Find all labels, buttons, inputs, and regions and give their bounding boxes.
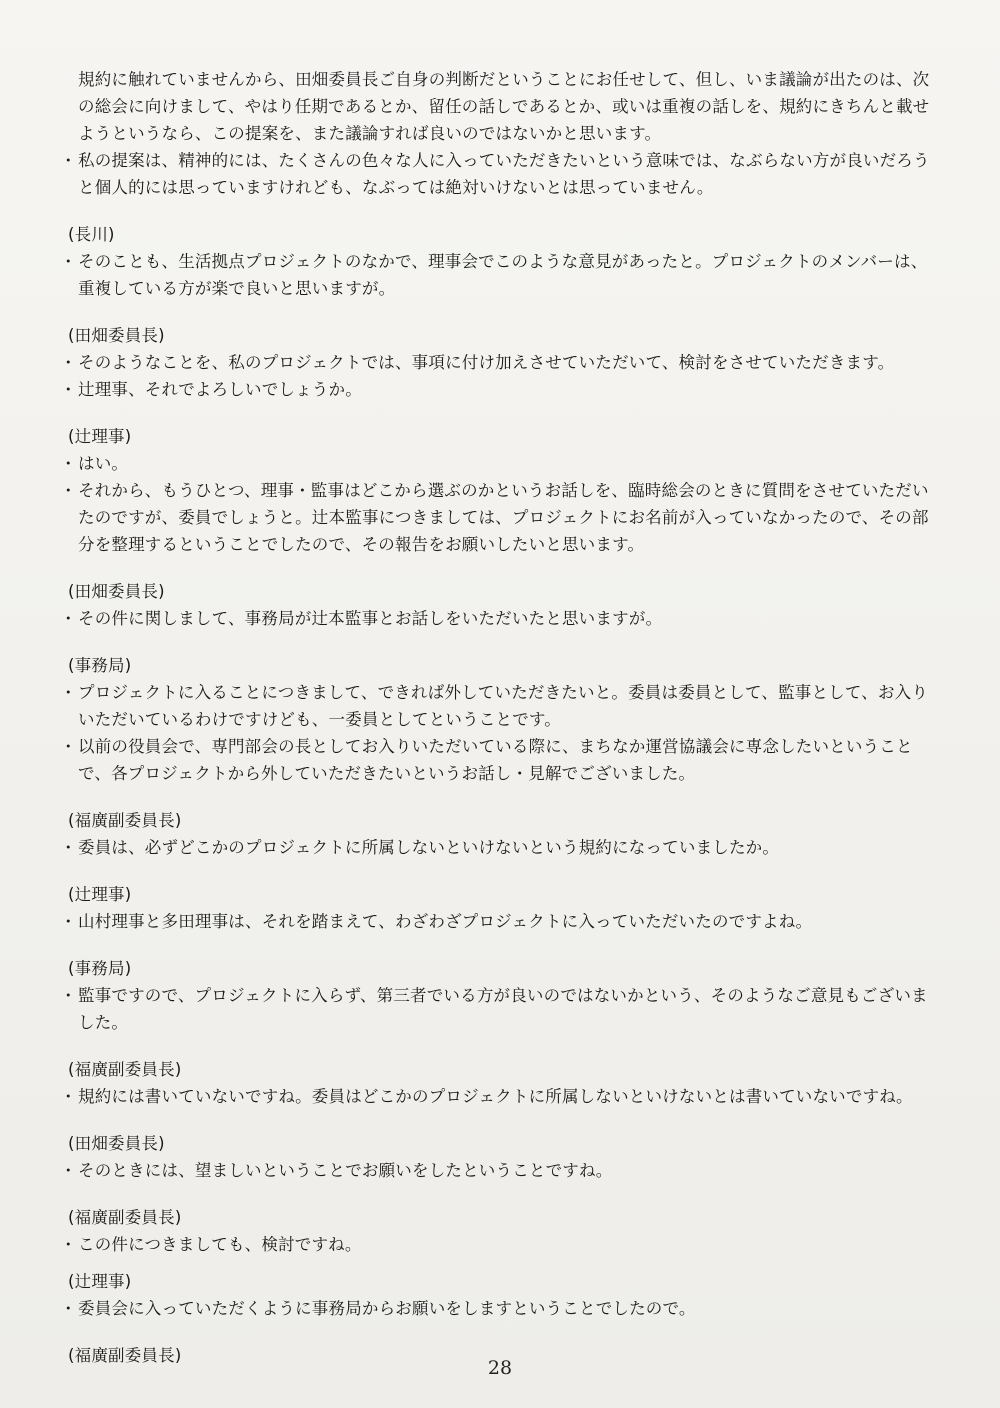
speaker-label: (田畑委員長) (68, 326, 165, 345)
remark-item: ・ はい。 (60, 450, 930, 477)
remark-block (60, 1204, 930, 1258)
remark-item: ・ 辻理事、それでよろしいでしょうか。 (60, 376, 930, 403)
remark-block (60, 955, 930, 1036)
remark-block (60, 221, 930, 302)
speaker-label: (田畑委員長) (68, 582, 165, 601)
remark-block (60, 881, 930, 935)
speaker-label: (福廣副委員長) (68, 1060, 182, 1079)
minutes-body (60, 66, 930, 1369)
remark-item: ・ 私の提案は、精神的には、たくさんの色々な人に入っていただきたいという意味では、なぶらない方が良いだろうと個人的には思っていますけれども、なぶっては絶対いけないとは思っていません。 (60, 147, 930, 201)
speaker-label: (福廣副委員長) (68, 1208, 182, 1227)
speaker-label: (事務局) (68, 959, 132, 978)
remark-item: ・ 委員会に入っていただくように事務局からお願いをしますということでしたので。 (60, 1295, 930, 1322)
speaker-label: (田畑委員長) (68, 1134, 165, 1153)
remark-item: ・ 監事ですので、プロジェクトに入らず、第三者でいる方が良いのではないかという、そのようなご意見もございました。 (60, 982, 930, 1036)
remark-block (60, 1268, 930, 1322)
remark-block (60, 652, 930, 787)
speaker-label: (福廣副委員長) (68, 811, 182, 830)
speaker-label: (辻理事) (68, 885, 132, 904)
remark-block (60, 322, 930, 403)
continuation-paragraph: 規約に触れていませんから、田畑委員長ご自身の判断だということにお任せして、但し、いま議論が出たのは、次の総会に向けまして、やはり任期であるとか、留任の話しであるとか、或いは重複の話しを、規約にきちんと載せようというなら、この提案を、また議論すれば良いのではないかと思います。 (78, 70, 930, 143)
remark-block (60, 807, 930, 861)
remark-block (60, 147, 930, 201)
speaker-label: (辻理事) (68, 1272, 132, 1291)
remark-item: ・ そのようなことを、私のプロジェクトでは、事項に付け加えさせていただいて、検討をさせていただきます。 (60, 349, 930, 376)
remark-block (60, 1056, 930, 1110)
speaker-label: (福廣副委員長) (68, 1346, 182, 1365)
remark-item: ・ この件につきましても、検討ですね。 (60, 1231, 930, 1258)
remark-item: ・ そのときには、望ましいということでお願いをしたということですね。 (60, 1157, 930, 1184)
remark-item: ・ そのことも、生活拠点プロジェクトのなかで、理事会でこのような意見があったと。プロジェクトのメンバーは、重複している方が楽で良いと思いますが。 (60, 248, 930, 302)
speaker-label: (長川) (68, 225, 115, 244)
remark-block (60, 423, 930, 558)
remark-item: ・ 山村理事と多田理事は、それを踏まえて、わざわざプロジェクトに入っていただいたのですよね。 (60, 908, 930, 935)
remark-item: ・ 委員は、必ずどこかのプロジェクトに所属しないといけないという規約になっていましたか。 (60, 834, 930, 861)
remark-item: ・ それから、もうひとつ、理事・監事はどこから選ぶのかというお話しを、臨時総会のときに質問をさせていただいたのですが、委員でしょうと。辻本監事につきましては、プロジェクトにお名前が入っていなかったので、その部分を整理するということでしたので、その報告をお願いしたいと思います。 (60, 477, 930, 558)
remark-block (60, 578, 930, 632)
speaker-label: (事務局) (68, 656, 132, 675)
remark-item: ・ プロジェクトに入ることにつきまして、できれば外していただきたいと。委員は委員として、監事として、お入りいただいているわけですけども、一委員としてということです。 (60, 679, 930, 733)
remark-item: ・ 以前の役員会で、専門部会の長としてお入りいただいている際に、まちなか運営協議会に専念したいということで、各プロジェクトから外していただきたいというお話し・見解でございました。 (60, 733, 930, 787)
page-number: 28 (487, 1357, 513, 1379)
speaker-label: (辻理事) (68, 427, 132, 446)
remark-item: ・ その件に関しまして、事務局が辻本監事とお話しをいただいたと思いますが。 (60, 605, 930, 632)
remark-block (60, 1130, 930, 1184)
remark-item: ・ 規約には書いていないですね。委員はどこかのプロジェクトに所属しないといけないとは書いていないですね。 (60, 1083, 930, 1110)
